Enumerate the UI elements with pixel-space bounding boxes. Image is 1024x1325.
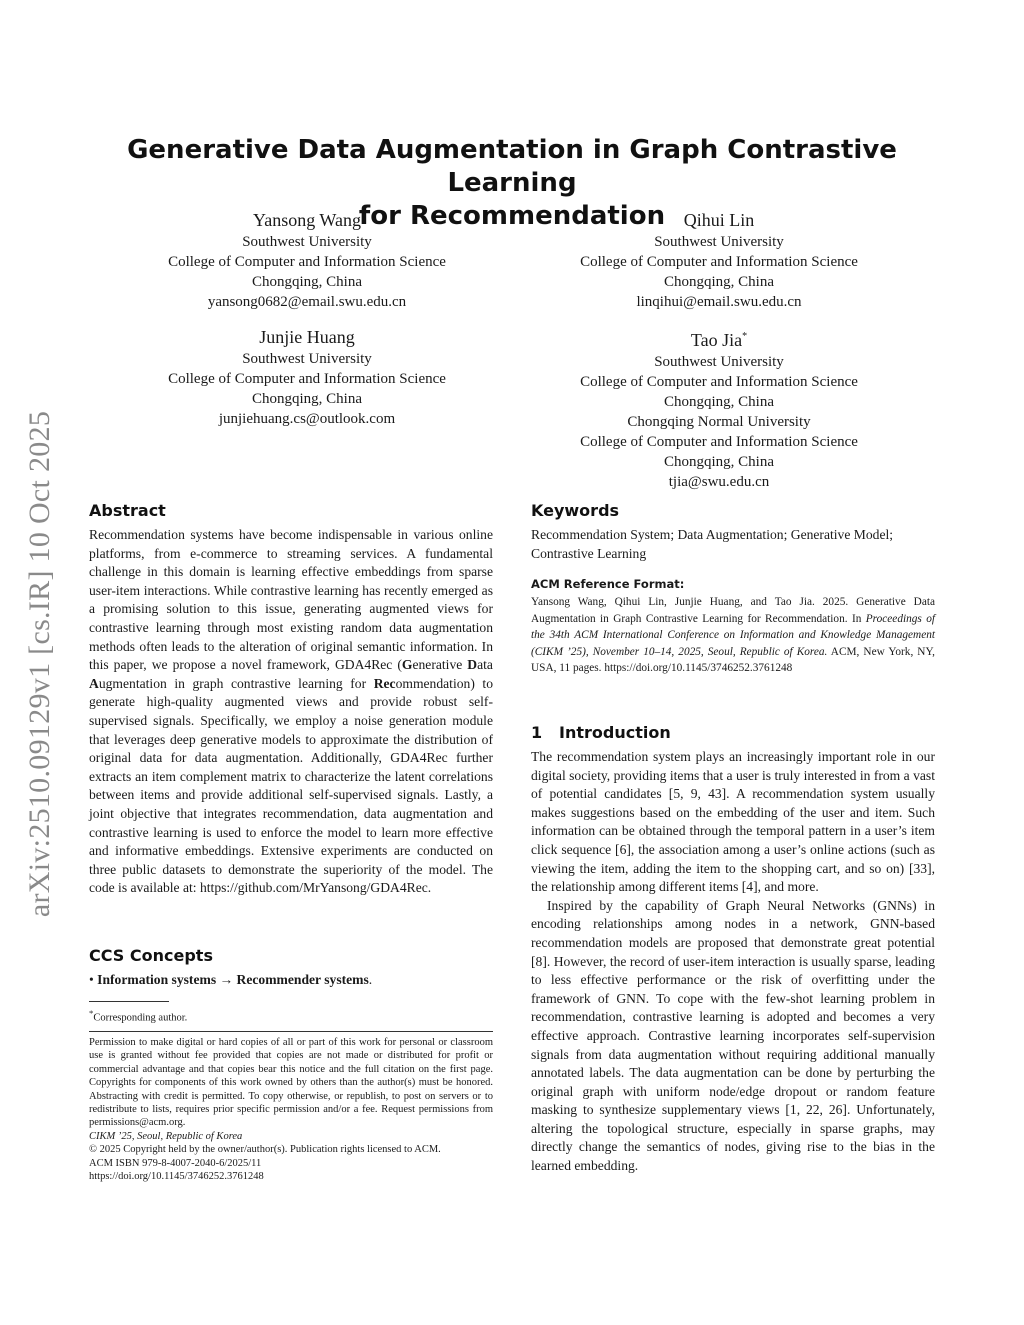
author-location: Chongqing, China: [663, 394, 774, 410]
doi: https://doi.org/10.1145/3746252.3761248: [89, 1171, 264, 1183]
permission-text: Permission to make digital or hard copies of all or part of this work for personal or classroom use is granted without fee provided that copies are not made or distributed for profit or commercial advantage and that copies bear this notice and the full citation on the first page. Copyrights for components of this work owned by others than the author(s) must be honored. Abstracting with credit is permitted. To copy otherwise, or republish, to post on servers or to redistribute to lists, requires prior specific permission and/or a fee. Request permissions from permissions@acm.org.: [89, 1037, 493, 1129]
author-block: [107, 326, 507, 429]
author-name: Tao Jia*: [690, 330, 748, 350]
author-department: College of Computer and Information Science: [580, 374, 858, 390]
author-name: Yansong Wang: [253, 210, 361, 230]
author-department: College of Computer and Information Science: [168, 254, 446, 270]
author-department: College of Computer and Information Science: [580, 434, 858, 450]
author-location: Chongqing, China: [663, 274, 774, 290]
author-email: tjia@swu.edu.cn: [668, 474, 770, 490]
acm-reference-heading: ACM Reference Format:: [531, 577, 685, 591]
introduction-heading: 1 Introduction: [531, 723, 671, 742]
author-email: yansong0682@email.swu.edu.cn: [207, 294, 407, 310]
author-affiliation: Southwest University: [242, 234, 372, 250]
author-affiliation: Chongqing Normal University: [627, 414, 811, 430]
venue: CIKM ’25, Seoul, Republic of Korea: [89, 1130, 243, 1142]
corresponding-mark: *: [742, 331, 748, 342]
permission-rule: [89, 1031, 493, 1032]
introduction-paragraph: Inspired by the capability of Graph Neural Networks (GNNs) in encoding relationships among nodes in a network, GNN-based recommendation models are proposed that demonstrate great potential [8]. However, the record of user-item interaction is usually sparse, leading to less effective performance or the risk of overfitting under the framework of GNN. To cope with the few-shot learning problem in recommendation, contrastive learning is adopted and becomes a very effective approach. Contrastive learning incorporates self-supervision signals from data augmentation without requiring additional manually annotated labels. The data augmentation can be done by perturbing the original graph with uniform node/edge dropout or random feature masking to synthesize supplementary views [1, 22, 26]. Unfortunately, altering the topological structure, especially in sparse graphs, may directly change the semantics of nodes, giving rise to the bias in the learned embedding.: [531, 897, 935, 1174]
introduction-paragraph: The recommendation system plays an increasingly important role in our digital society, providing items that a user is truly interested in from a vast of potential candidates [5, 9, 43]. A recommendation system usually makes suggestions based on the embedding of the user and item. Such information can be obtained through the temporal pattern in a user’s item click sequence [6], the association among a user’s online actions (such as viewing the item, adding the item to the shopping cart, and so on) [33], the relationship among different items [4], and more.: [531, 749, 935, 895]
author-affiliation: Southwest University: [242, 351, 372, 367]
abstract-heading: Abstract: [89, 501, 166, 520]
author-location: Chongqing, China: [251, 274, 362, 290]
keywords-heading: Keywords: [531, 501, 620, 520]
isbn: ACM ISBN 979-8-4007-2040-6/2025/11: [89, 1157, 262, 1169]
author-department: College of Computer and Information Science: [168, 371, 446, 387]
abstract-section: [89, 501, 493, 898]
ccs-heading: CCS Concepts: [89, 946, 213, 965]
introduction-section: [531, 723, 935, 1176]
author-department: College of Computer and Information Science: [580, 254, 858, 270]
author-block: [519, 326, 919, 492]
keywords-text: Recommendation System; Data Augmentation; Generative Model; Contrastive Learning: [531, 527, 894, 561]
author-email: linqihui@email.swu.edu.cn: [636, 294, 802, 310]
keywords-section: [531, 501, 935, 563]
author-email: junjiehuang.cs@outlook.com: [218, 411, 396, 427]
author-block: [519, 209, 919, 312]
author-affiliation: Southwest University: [654, 354, 784, 370]
author-block: [107, 209, 507, 312]
paper-title: Generative Data Augmentation in Graph Contrastive Learning for Recommendation: [127, 135, 897, 231]
arxiv-stamp: arXiv:2510.09129v1 [cs.IR] 10 Oct 2025: [23, 410, 56, 918]
author-location: Chongqing, China: [251, 391, 362, 407]
abstract-text: Recommendation systems have become indispensable in various online platforms, from e-commerce to streaming services. A fundamental challenge in this domain is learning effective embeddings from sparse user-item interactions. While contrastive learning has recently emerged as a promising solution to this issue, generating augmented views for contrastive learning through most existing random data augmentation methods often leads to the alteration of original semantic information. In this paper, we propose a novel framework, GDA4Rec (Generative Data Augmentation in graph contrastive learning for Recommendation) to generate high-quality augmented views and provide robust self-supervised signals. Specifically, we employ a noise generation module that leverages deep generative models to approximate the distribution of original data for data augmentation. Additionally, GDA4Rec further extracts an item complement matrix to characterize the latent correlations between items and provide additional self-supervised signals. Lastly, a joint objective that integrates recommendation, data augmentation and contrastive learning is used to enforce the model to learn more effective and informative embeddings. Extensive experiments are conducted on three public datasets to demonstrate the superiority of the model. The code is available at: https://github.com/MrYansong/GDA4Rec.: [89, 527, 493, 896]
copyright: © 2025 Copyright held by the owner/author(s). Publication rights licensed to ACM.: [89, 1144, 441, 1156]
author-affiliation: Southwest University: [654, 234, 784, 250]
acm-reference-text: Yansong Wang, Qihui Lin, Junjie Huang, and Tao Jia. 2025. Generative Data Augmentation in Graph Contrastive Learning for Recommendation. In Proceedings of the 34th ACM International Conference on Information and Knowledge Management (CIKM ’25), November 10–14, 2025, Seoul, Republic of Korea. ACM, New York, NY, USA, 11 pages. https://doi.org/10.1145/3746252.3761248: [531, 596, 935, 675]
ccs-section: [89, 946, 493, 1026]
ccs-concepts: • Information systems → Recommender systems.: [89, 972, 373, 987]
author-location: Chongqing, China: [663, 454, 774, 470]
footnote: *Corresponding author.: [89, 1008, 188, 1024]
author-name: Junjie Huang: [259, 327, 355, 347]
footnote-rule: [89, 1001, 169, 1002]
permission-block: [89, 1031, 493, 1183]
acm-reference: [531, 577, 935, 677]
author-name: Qihui Lin: [683, 210, 755, 230]
